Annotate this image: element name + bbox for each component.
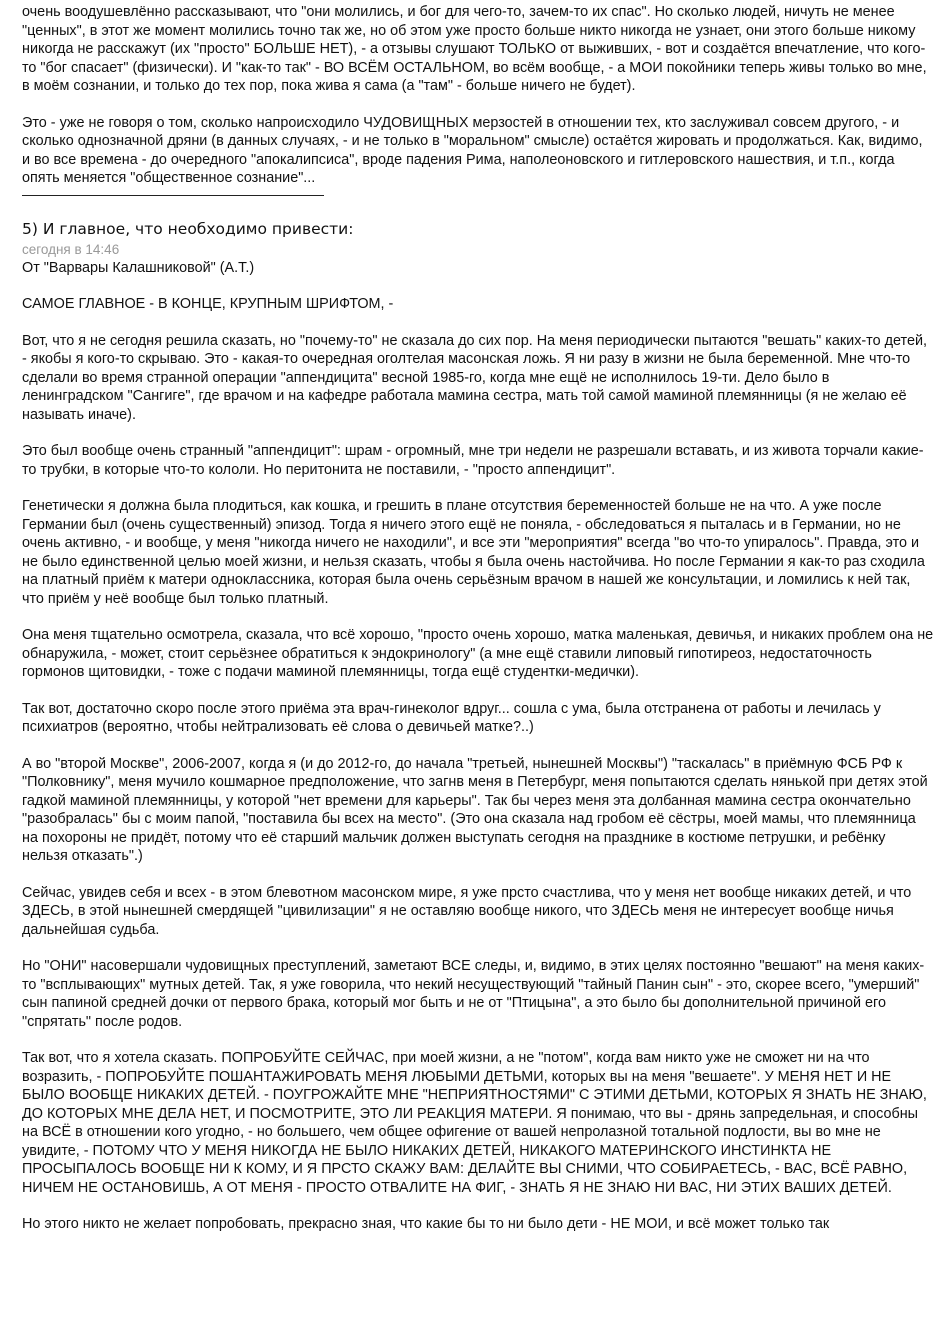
text-paragraph: Сейчас, увидев себя и всех - в этом блевотном масонском мире, я уже прсто счастлива, что у меня нет вообще никаких детей, и что ЗДЕСЬ, в этой нынешней смердящей "цивилизации" я не оставляю вообще никого, что ЗДЕСЬ меня не интересует вообще ничья дальнейшая судьба. [22,884,912,938]
text-paragraph: Вот, что я не сегодня решила сказать, но "почему-то" не сказала до сих пор. На меня периодически пытаются "вешать" каких-то детей, - якобы я кого-то скрываю. Это - какая-то очередная оголтелая масонская ложь. Я ни разу в жизни не была беременной. Мне что-то сделали во время странной операции "аппендицита" весной 1985-го, когда мне ещё не исполнилось 19-ти. Дело было в ленинградском "Сангиге", где врачом и на кафедре работала мамина сестра, мать той самой маминой племянницы (я не желаю её называть иначе). [22,332,928,423]
text-paragraph: Так вот, достаточно скоро после этого приёма эта врач-гинеколог вдруг... сошла с ума, была отстранена от работы и лечилась у психиатров (вероятно, чтобы нейтрализовать её слова о девичьей матке?..) [22,700,881,735]
text-paragraph: Так вот, что я хотела сказать. ПОПРОБУЙТЕ СЕЙЧАС, при моей жизни, а не "потом", когда вам никто уже не сможет ни на что возразить, - ПОПРОБУЙТЕ ПОШАНТАЖИРОВАТЬ МЕНЯ ЛЮБЫМИ ДЕТЬМИ, которых вы на меня "вешаете". У МЕНЯ НЕТ И НЕ БЫЛО ВООБЩЕ НИКАКИХ ДЕТЕЙ. - ПОУГРОЖАЙТЕ МНЕ "НЕПРИЯТНОСТЯМИ" С ЭТИМИ ДЕТЬМИ, КОТОРЫХ Я ЗНАТЬ НЕ ЗНАЮ, ДО КОТОРЫХ МНЕ ДЕЛА НЕТ, И ПОСМОТРИТЕ, ЭТО ЛИ РЕАКЦИЯ МАТЕРИ. Я понимаю, что вы - дрянь запредельная, и способны на ВСЁ в отношении кого угодно, - но большего, чем общее офигение от вашей непролазной тотальной подлости, вы во мне не увидите, - ПОТОМУ ЧТО У МЕНЯ НИКОГДА НЕ БЫЛО НИКАКИХ ДЕТЕЙ, НИКАКОГО МАТЕРИНСКОГО ИНСТИНКТА НЕ ПРОСЫПАЛОСЬ ВООБЩЕ НИ К КОМУ, И Я ПРСТО СКАЖУ ВАМ: ДЕЛАЙТЕ ВЫ СНИМИ, ЧТО СОБИРАЕТЕСЬ, - ВАС, ВСЁ РАВНО, НИЧЕМ НЕ ОСТАНОВИШЬ, А ОТ МЕНЯ - ПРОСТО ОТВАЛИТЕ НА ФИГ, - ЗНАТЬ Я НЕ ЗНАЮ НИ ВАС, НИ ЭТИХ ВАШИХ ДЕТЕЙ. [22,1050,927,1196]
text-paragraph: Это был вообще очень странный "аппендицит": шрам - огромный, мне три недели не разрешали вставать, и из живота торчали какие-то трубки, в которые что-то кололи. Но перитонита не поставили, - "просто аппендицит". [22,443,924,478]
text-paragraph: Но этого никто не желает попробовать, прекрасно зная, что какие бы то ни было дети - НЕ МОИ, и всё может только так [22,1216,830,1232]
post-author: От "Варвары Калашниковой" (А.Т.) [22,259,255,276]
text-paragraph: Но "ОНИ" насовершали чудовищных преступлений, заметают ВСЕ следы, и, видимо, в этих целях постоянно "вешают" на меня каких-то "всплывающих" мутных детей. Так, я уже говорила, что некий несуществующий "тайный Панин сын" - это, скорее всего, "умерший" сын папиной средней дочки от первого брака, который мог быть и не от "Птицына", а это было бы дополнительной причиной его "спрятать" после родов. [22,958,925,1030]
text-paragraph: А во "второй Москве", 2006-2007, когда я (и до 2012-го, до начала "третьей, нынешней Москвы") "таскалась" в приёмную ФСБ РФ к "Полковнику", меня мучило кошмарное предположение, что загнв меня в Петербург, меня попытаются сделать нянькой при детях этой гадкой маминой племянницы, у которой "нет времени для карьеры". Так бы через меня эта долбанная мамина сестра окончательно "разобралась" бы с моим папой, "поставила бы всех на место". (Это она сказала над гробом её сёстры, моей мамы, что племянница на похороны не придёт, потому что её старший мальчик должен выступать сегодня на празднике в костюме петрушки, и ребёнку нельзя отказать".) [22,755,928,864]
text-paragraph: Она меня тщательно осмотрела, сказала, что всё хорошо, "просто очень хорошо, матка маленькая, девичья, и никаких проблем она не обнаружила, - может, стоит серьёзнее обратиться к эндокринологу" (а мне ещё ставили липовый гипотиреоз, недостаточность гормонов щитовидки, - тоже с подачи маминой племянницы, тогда ещё студентки-медички). [22,627,934,680]
text-paragraph: Генетически я должна была плодиться, как кошка, и грешить в плане отсутствия беременностей больше не на что. А уже после Германии был (очень существенный) эпизод. Тогда я ничего этого ещё не поняла, - обследоваться я пыталась и в Германии, но не очень активно, - и вообще, у меня "никогда ничего не находили", и все эти "мероприятия" всегда "во что-то упиралось". Правда, это и не было единственной целью моей жизни, и нельзя сказать, чтобы я была очень настойчива. Но после Германии я как-то раз сходила на платный приём к матери одноклассника, которая была очень серьёзным врачом в нашей же консультации, и ломились к ней так, что приём у неё вообще был только платный. [22,498,925,607]
post-timestamp: сегодня в 14:46 [22,241,120,257]
text-paragraph: очень воодушевлённо рассказывают, что "они молились, и бог для чего-то, зачем-то их спас". Но сколько людей, ничуть не менее "ценных", в этот же момент молились точно так же, но об этом уже просто больше никто никогда не узнает, они этого больше никому никогда не расскажут (их "просто" БОЛЬШЕ НЕТ), - а отзывы слушают ТОЛЬКО от выживших, - вот и создаётся впечатление, что кого-то "бог спасает" (физически). И "как-то так" - ВО ВСЁМ ОСТАЛЬНОМ, во всём вообще, - а МОИ покойники теперь живы только во мне, в моём сознании, и только до тех пор, пока жива я сама (а "там" - больше ничего не будет). [22,4,927,94]
document-page [22,0,934,1234]
text-paragraph: Это - уже не говоря о том, сколько напроисходило ЧУДОВИЩНЫХ мерзостей в отношении тех, кто заслуживал совсем другого, - и сколько однозначной дряни (в данных случаях, - и не только в "моральном" смысле) остаётся жировать и продолжаться. Как, видимо, и во все времена - до очередного "апокалипсиса", вроде падения Рима, наполеоновского и гитлеровского нашествия, и т.п., когда опять меняется "общественное сознание"... [22,114,923,186]
post-title: 5) И главное, что необходимо привести: [22,219,354,238]
divider [22,195,324,196]
text-paragraph: САМОЕ ГЛАВНОЕ - В КОНЦЕ, КРУПНЫМ ШРИФТОМ, - [22,296,394,312]
